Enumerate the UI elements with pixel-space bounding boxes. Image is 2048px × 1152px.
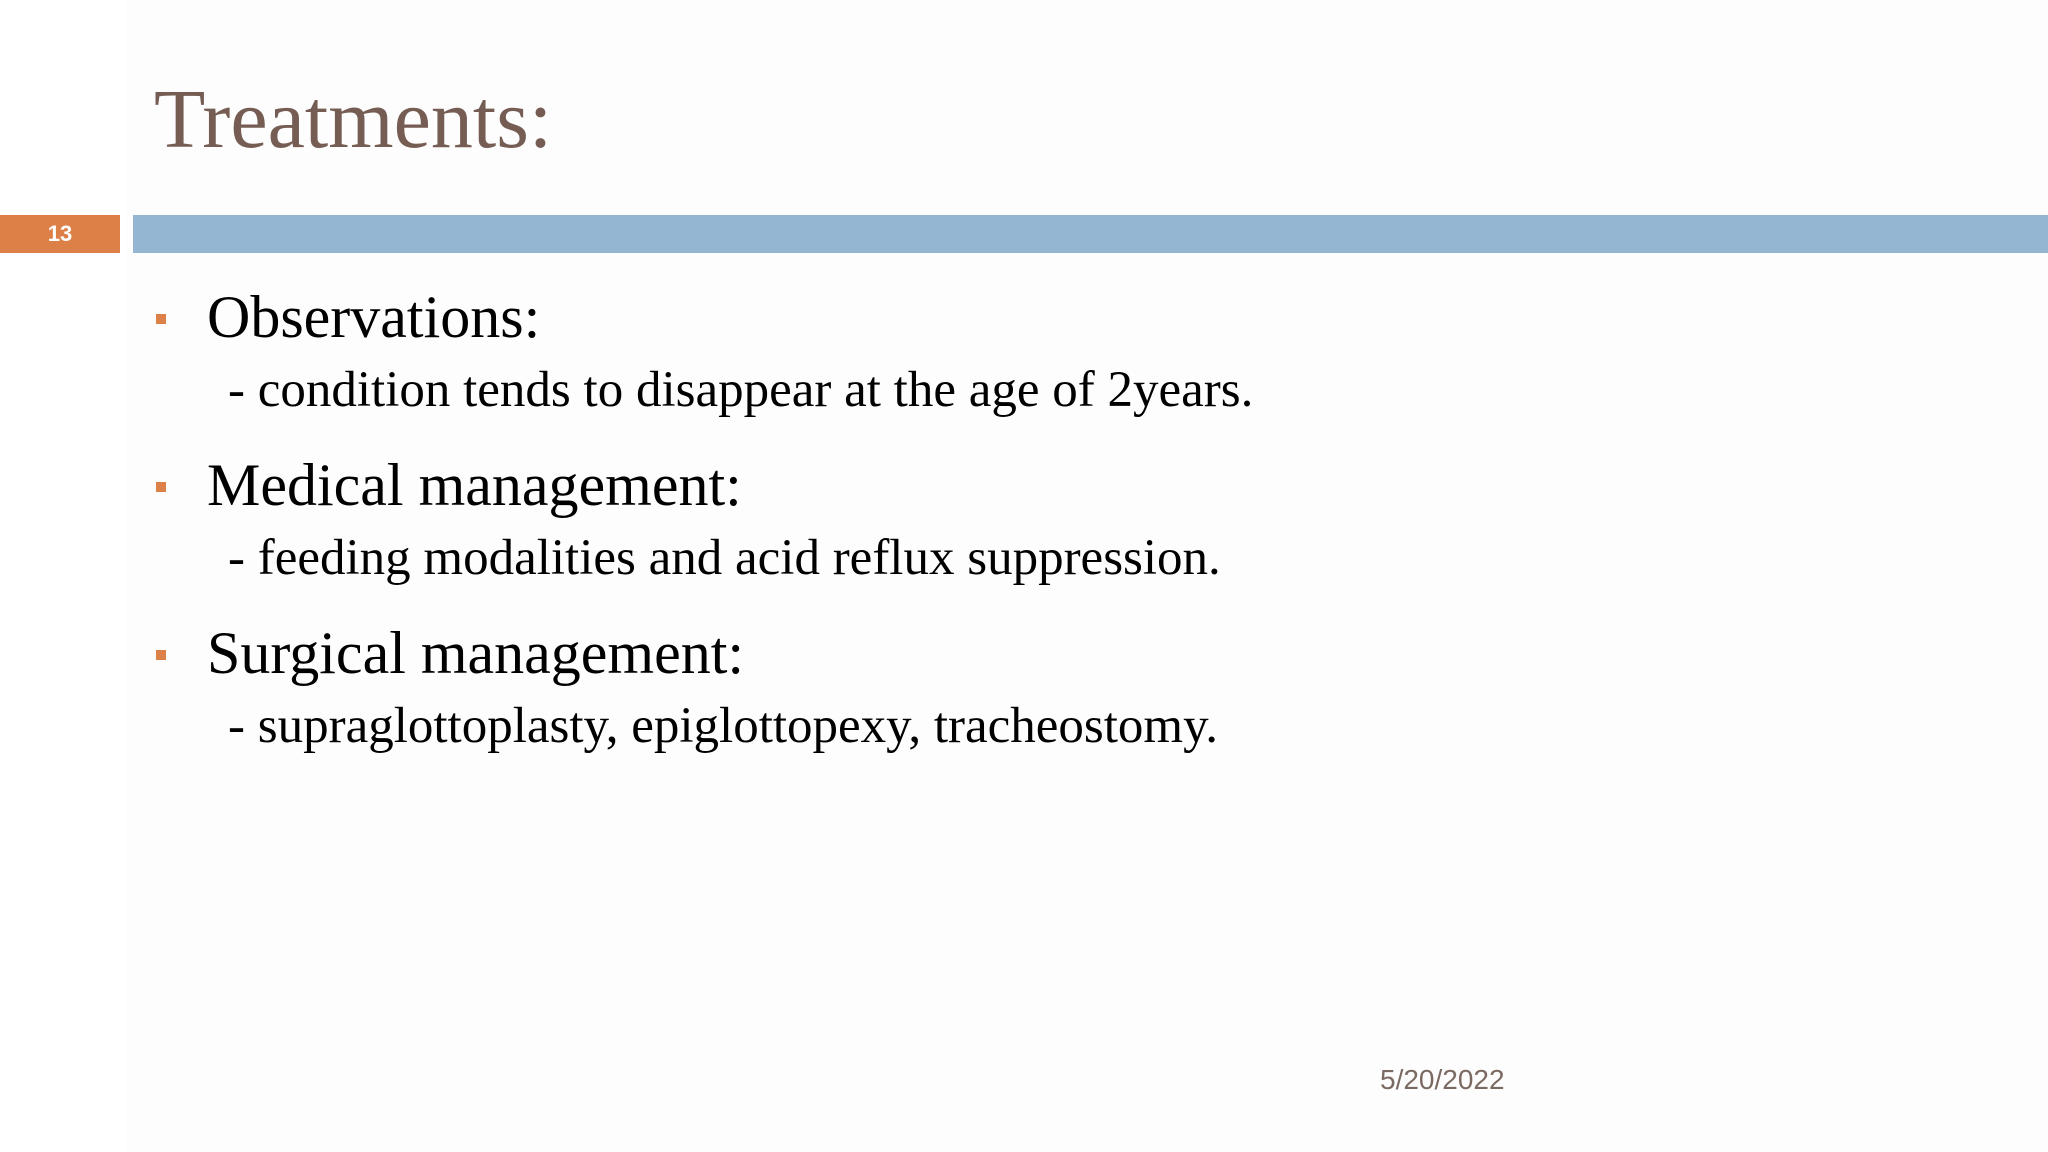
bullet-detail: - supraglottoplasty, epiglottopexy, tracheostomy.	[228, 698, 1219, 754]
square-bullet-icon	[156, 650, 166, 660]
bullet-item-surgical-management	[150, 614, 1253, 756]
bullet-detail: - feeding modalities and acid reflux suppression.	[228, 530, 1221, 586]
bullet-heading: Surgical management:	[207, 620, 745, 686]
accent-bar	[133, 215, 2048, 253]
bullet-detail: - condition tends to disappear at the age of 2years.	[228, 362, 1254, 418]
slide-number: 13	[0, 215, 120, 253]
bullet-item-medical-management	[150, 446, 1253, 588]
square-bullet-icon	[156, 482, 166, 492]
bullet-list	[150, 278, 1253, 782]
bullet-heading: Medical management:	[207, 452, 742, 518]
slide-title: Treatments:	[154, 73, 553, 166]
slide-date: 5/20/2022	[1380, 1064, 1505, 1095]
bullet-item-observations	[150, 278, 1253, 420]
bullet-heading: Observations:	[207, 284, 541, 350]
square-bullet-icon	[156, 314, 166, 324]
